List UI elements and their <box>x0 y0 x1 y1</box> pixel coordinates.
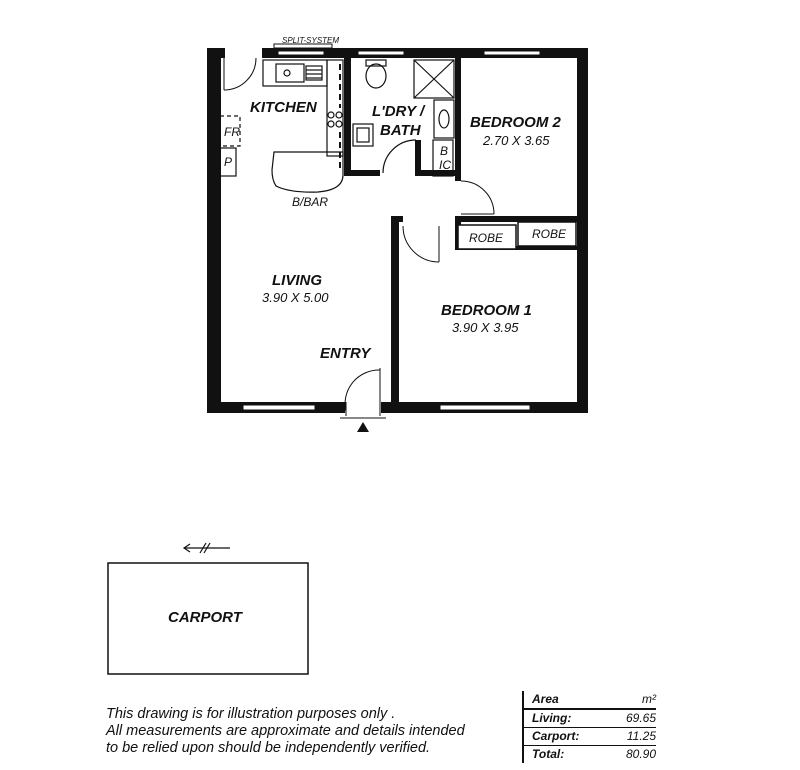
area-total-label: Total: <box>532 747 565 761</box>
pantry-label: P <box>224 155 233 169</box>
kitchen-label: KITCHEN <box>250 99 317 116</box>
bedroom1-label: BEDROOM 1 <box>441 302 532 319</box>
cooktop-burner-icon <box>328 112 334 118</box>
vanity <box>434 100 454 138</box>
basin-icon <box>439 110 449 128</box>
window-bedroom1 <box>440 405 530 410</box>
area-header-unit: m² <box>642 692 656 706</box>
east-wall <box>577 48 588 413</box>
area-row-living <box>524 710 656 728</box>
bedroom2-south-wall <box>455 216 577 222</box>
bath-south-wall-east <box>416 170 458 176</box>
area-total-value: 80.90 <box>625 747 656 761</box>
front-door <box>340 368 386 418</box>
tap-icon <box>284 70 290 76</box>
bedroom2-dims: 2.70 X 3.65 <box>483 133 550 148</box>
area-row-label: Carport: <box>532 729 580 743</box>
disclaimer-line-2: All measurements are approximate and details intended <box>106 723 465 739</box>
bic-label-line2: IC <box>439 158 451 172</box>
bedroom1-west-wall <box>391 216 399 406</box>
laundry-label-line2: BATH <box>380 122 421 139</box>
bedroom2-door <box>461 181 494 214</box>
disclaimer-line-3: to be relied upon should be independently verified. <box>106 740 431 756</box>
split-system-label: SPLIT-SYSTEM <box>282 36 340 45</box>
bath-bedroom2-wall <box>455 58 461 181</box>
kitchen-door <box>224 58 256 90</box>
bedroom1-door <box>403 226 439 262</box>
carport-direction <box>184 543 230 553</box>
fridge-label: FR <box>224 125 240 139</box>
living-label: LIVING <box>272 272 323 289</box>
breakfast-bar-label: B/BAR <box>292 195 329 209</box>
north-wall-segment <box>207 48 225 58</box>
laundry-tub <box>353 124 373 146</box>
bedroom1-wall-stub <box>391 216 403 222</box>
area-header-label: Area <box>532 692 559 706</box>
disclaimer <box>106 706 526 757</box>
robe-right-label: ROBE <box>532 227 567 241</box>
robes <box>458 222 576 249</box>
entry-label: ENTRY <box>320 345 371 362</box>
area-row-carport <box>524 728 656 746</box>
robe-left-label: ROBE <box>469 231 504 245</box>
area-row-label: Living: <box>532 711 572 725</box>
area-row-total <box>524 746 656 763</box>
window-living <box>243 405 315 410</box>
kitchen-bath-wall <box>344 58 351 174</box>
living-dims: 3.90 X 5.00 <box>262 290 329 305</box>
carport-label: CARPORT <box>168 609 242 626</box>
window-kitchen <box>278 51 324 55</box>
disclaimer-line-1: This drawing is for illustration purposes only . <box>106 706 396 722</box>
entry-arrow-icon <box>357 422 369 432</box>
toilet-icon <box>366 64 386 88</box>
area-row-value: 69.65 <box>625 711 656 725</box>
bedroom2-label: BEDROOM 2 <box>470 114 561 131</box>
bic-label-line1: B <box>440 144 449 158</box>
bath-south-wall-west <box>344 170 380 176</box>
area-row-value: 11.25 <box>626 729 656 743</box>
area-table <box>522 691 656 763</box>
area-table-header <box>524 691 656 710</box>
west-wall <box>207 48 221 413</box>
laundry-label-line1: L'DRY / <box>372 103 425 120</box>
window-bedroom2 <box>484 51 540 55</box>
window-bath <box>358 51 404 55</box>
breakfast-bar <box>272 152 343 192</box>
bedroom1-dims: 3.90 X 3.95 <box>452 320 519 335</box>
